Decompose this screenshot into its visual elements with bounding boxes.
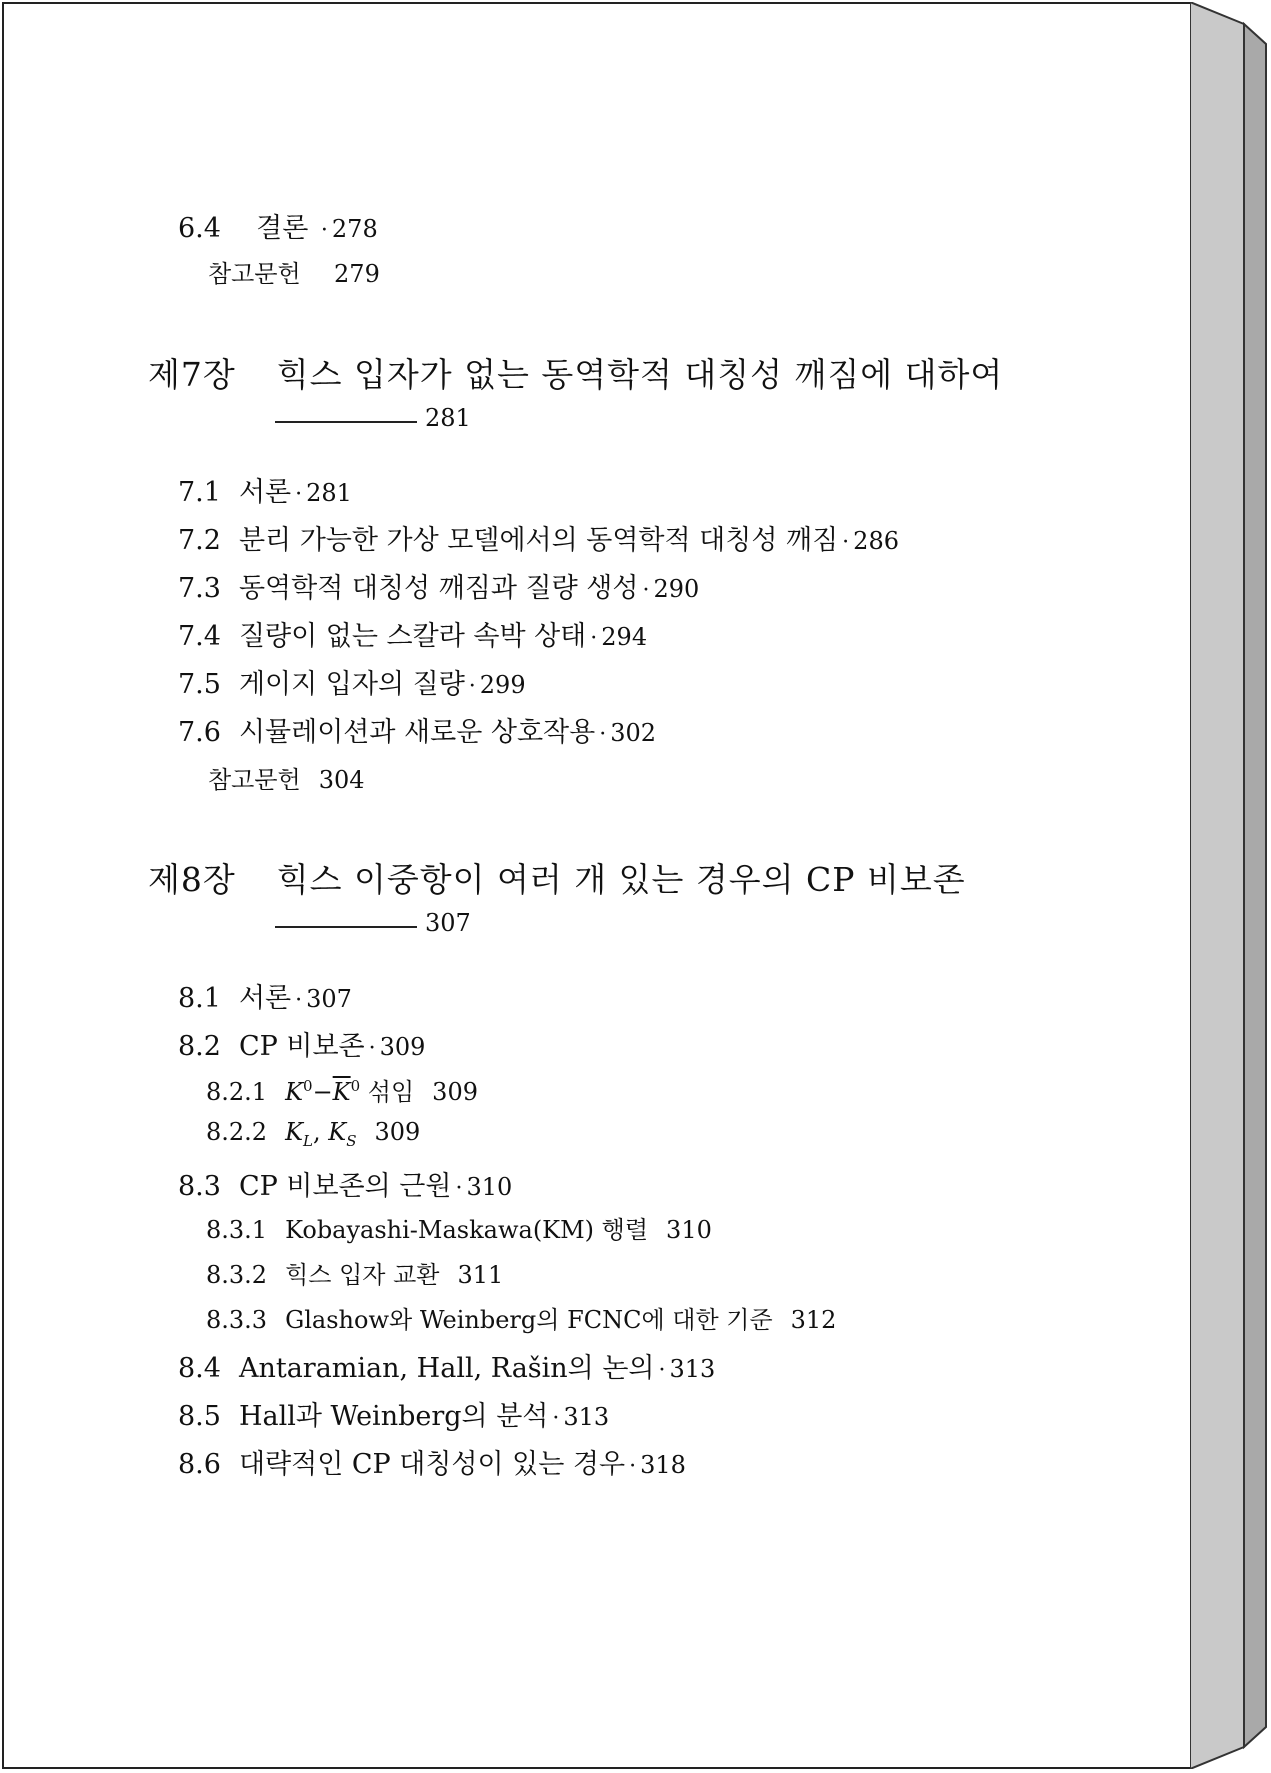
toc-references-6[interactable] (208, 254, 380, 289)
page-number: 304 (318, 766, 365, 794)
separator-dot: · (658, 1358, 666, 1383)
section-title: 서론 (238, 477, 292, 508)
subsection-title: 섞임 (367, 1078, 415, 1106)
toc-entry-7-5[interactable] (178, 662, 526, 701)
separator-dot: · (320, 218, 328, 243)
separator-dot: · (590, 626, 598, 651)
separator-dot: · (842, 530, 850, 555)
section-title: 분리 가능한 가상 모델에서의 동역학적 대칭성 깨짐 (238, 525, 839, 556)
toc-entry-7-2[interactable] (178, 518, 899, 557)
page-number: 286 (853, 527, 899, 555)
references-label: 참고문헌 (208, 260, 301, 288)
section-number: 7.2 (178, 525, 221, 556)
leader-rule (275, 421, 417, 423)
separator-dot: · (599, 722, 607, 747)
section-title: Hall과 Weinberg의 분석 (238, 1401, 549, 1432)
antikaon-symbol: $\overline{K}$ (332, 1078, 351, 1106)
section-title: 시뮬레이션과 새로운 상호작용 (238, 717, 596, 748)
chapter-heading-8[interactable] (148, 854, 966, 901)
page-number: 307 (306, 985, 352, 1013)
toc-entry-8-4[interactable] (178, 1346, 715, 1385)
chapter-prefix: 제 (148, 860, 181, 899)
kaon-short-symbol: K (328, 1118, 347, 1146)
toc-entry-7-3[interactable] (178, 566, 699, 605)
subsection-number: 8.3.3 (206, 1306, 268, 1334)
chapter-number: 7 (180, 355, 203, 394)
section-title: 동역학적 대칭성 깨짐과 질량 생성 (238, 573, 639, 604)
chapter-page-number: 281 (425, 404, 471, 432)
page-number: 310 (466, 1173, 513, 1201)
chapter-heading-7[interactable] (148, 349, 1003, 396)
section-number: 7.1 (178, 477, 221, 508)
toc-entry-8-2[interactable] (178, 1024, 425, 1063)
toc-entry-7-6[interactable] (178, 710, 656, 749)
page-number: 302 (610, 719, 656, 747)
chapter-suffix: 장 (202, 355, 236, 394)
section-title: CP 비보존의 근원 (238, 1171, 452, 1202)
page-number: 318 (640, 1451, 686, 1479)
section-title: 질량이 없는 스칼라 속박 상태 (238, 621, 587, 652)
toc-references-7[interactable] (208, 760, 365, 795)
comma: , (312, 1118, 321, 1146)
section-number: 7.5 (178, 669, 221, 700)
separator-dot: · (552, 1406, 560, 1431)
section-number: 6.4 (178, 213, 221, 244)
page-number: 312 (790, 1306, 837, 1334)
subscript-l: L (303, 1131, 313, 1150)
subsection-title: 힉스 입자 교환 (285, 1261, 440, 1289)
subscript-s: S (346, 1131, 357, 1150)
page-number: 310 (666, 1216, 712, 1244)
page-number: 279 (334, 260, 380, 288)
section-title: Antaramian, Hall, Rašin의 논의 (238, 1353, 655, 1384)
toc-entry-8-2-2[interactable] (206, 1118, 420, 1150)
toc-entry-7-1[interactable] (178, 470, 352, 509)
toc-entry-8-3[interactable] (178, 1164, 512, 1203)
section-number: 7.3 (178, 573, 221, 604)
section-number: 8.4 (178, 1353, 221, 1384)
section-title: CP 비보존 (238, 1031, 365, 1062)
separator-dot: · (295, 482, 303, 507)
subsection-number: 8.3.1 (206, 1216, 268, 1244)
toc-entry-7-4[interactable] (178, 614, 647, 653)
subsection-number: 8.3.2 (206, 1261, 268, 1289)
kaon-symbol: K (285, 1078, 304, 1106)
page-number: 313 (669, 1355, 716, 1383)
toc-entry-6-4[interactable] (178, 206, 378, 245)
page-number: 309 (374, 1118, 421, 1146)
page-number: 290 (653, 575, 700, 603)
section-number: 8.1 (178, 983, 221, 1014)
section-title: 서론 (238, 983, 292, 1014)
page-number: 309 (379, 1033, 426, 1061)
chapter-title: 힉스 입자가 없는 동역학적 대칭성 깨짐에 대하여 (276, 355, 1004, 394)
page-number: 281 (306, 479, 352, 507)
page-number: 299 (479, 671, 526, 699)
subsection-number: 8.2.2 (206, 1118, 268, 1146)
section-number: 8.6 (178, 1449, 221, 1480)
separator-dot: · (455, 1176, 463, 1201)
section-number: 7.6 (178, 717, 221, 748)
superscript-zero: 0 (303, 1077, 313, 1095)
section-number: 8.5 (178, 1401, 221, 1432)
toc-entry-8-3-1[interactable] (206, 1210, 712, 1245)
page-number: 311 (457, 1261, 504, 1289)
page-number: 278 (331, 215, 378, 243)
chapter-number: 8 (180, 860, 203, 899)
subsection-title: Kobayashi-Maskawa(KM) 행렬 (285, 1216, 649, 1244)
kaon-long-symbol: K (285, 1118, 304, 1146)
separator-dot: · (295, 988, 303, 1013)
book-spine (1190, 2, 1268, 1769)
references-label: 참고문헌 (208, 766, 301, 794)
section-title: 결론 (256, 213, 309, 244)
separator-dot: · (629, 1454, 637, 1479)
chapter-page-line-8 (275, 909, 471, 937)
page-number: 294 (601, 623, 648, 651)
separator-dot: · (468, 674, 476, 699)
page-number: 309 (432, 1078, 478, 1106)
section-number: 8.3 (178, 1171, 221, 1202)
leader-rule (275, 926, 417, 928)
toc-entry-8-2-1[interactable] (206, 1072, 478, 1107)
chapter-page-line-7 (275, 404, 471, 432)
section-title: 게이지 입자의 질량 (238, 669, 465, 700)
subsection-number: 8.2.1 (206, 1078, 268, 1106)
section-number: 7.4 (178, 621, 221, 652)
toc-entry-8-3-3[interactable] (206, 1300, 836, 1335)
separator-dot: · (368, 1036, 376, 1061)
toc-entry-8-6[interactable] (178, 1442, 686, 1481)
chapter-title: 힉스 이중항이 여러 개 있는 경우의 CP 비보존 (276, 860, 966, 899)
toc-entry-8-3-2[interactable] (206, 1255, 503, 1290)
chapter-prefix: 제 (148, 355, 181, 394)
superscript-zero: 0 (350, 1077, 361, 1095)
section-number: 8.2 (178, 1031, 221, 1062)
chapter-page-number: 307 (425, 909, 471, 937)
separator-dot: · (642, 578, 650, 603)
dash: − (312, 1078, 333, 1106)
toc-entry-8-1[interactable] (178, 976, 352, 1015)
chapter-suffix: 장 (202, 860, 236, 899)
toc-entry-8-5[interactable] (178, 1394, 609, 1433)
page-number: 313 (563, 1403, 610, 1431)
section-title: 대략적인 CP 대칭성이 있는 경우 (238, 1449, 626, 1480)
subsection-title: Glashow와 Weinberg의 FCNC에 대한 기준 (285, 1306, 773, 1334)
